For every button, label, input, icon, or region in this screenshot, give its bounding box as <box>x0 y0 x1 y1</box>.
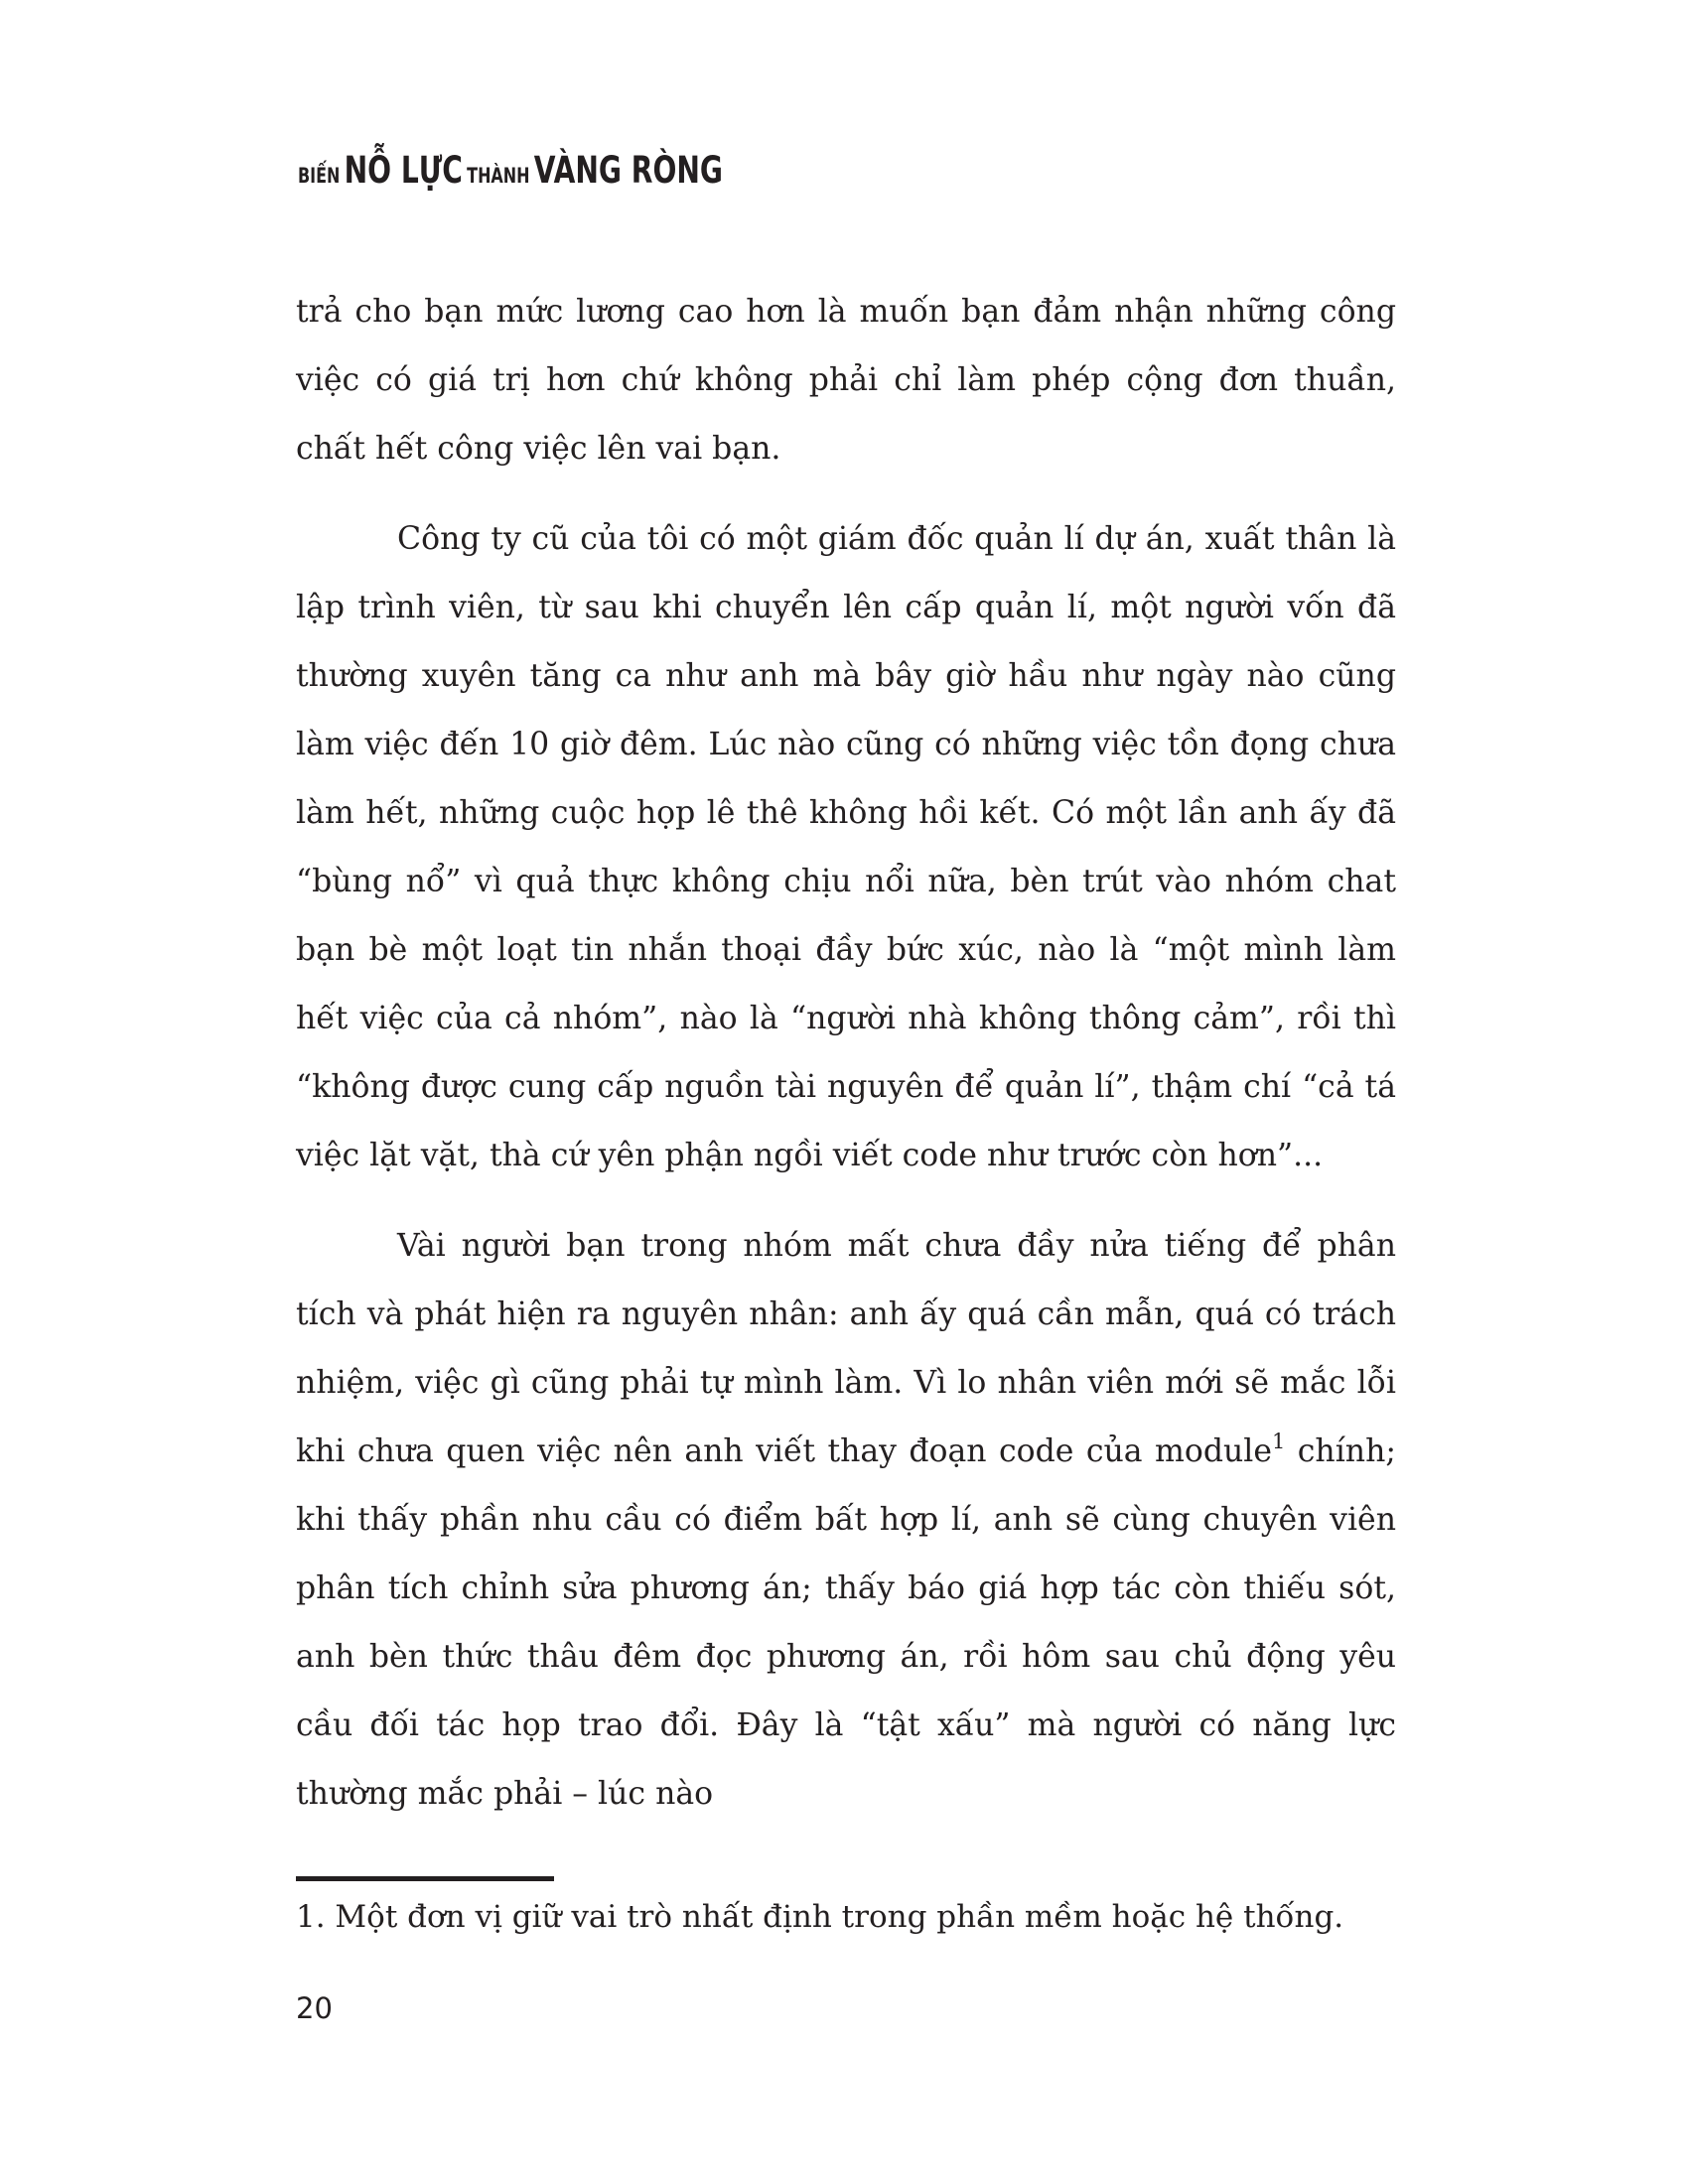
footnote-rule <box>296 1876 554 1881</box>
paragraph-2: Công ty cũ của tôi có một giám đốc quản lí dự án, xuất thân là lập trình viên, từ sau khi chuyển lên cấp quản lí, một người vốn đã thường xuyên tăng ca như anh mà bây giờ hầu như ngày nào cũng làm việc đến 10 giờ đêm. Lúc nào cũng có những việc tồn đọng chưa làm hết, những cuộc họp lê thê không hồi kết. Có một lần anh ấy đã “bùng nổ” vì quả thực không chịu nổi nữa, bèn trút vào nhóm chat bạn bè một loạt tin nhắn thoại đầy bức xúc, nào là “một mình làm hết việc của cả nhóm”, nào là “người nhà không thông cảm”, rồi thì “không được cung cấp nguồn tài nguyên để quản lí”, thậm chí “cả tá việc lặt vặt, thà cứ yên phận ngồi viết code như trước còn hơn”... <box>296 521 1396 1173</box>
paragraph-3-part-1: Vài người bạn trong nhóm mất chưa đầy nửa tiếng để phân tích và phát hiện ra nguyên nhân: anh ấy quá cần mẫn, quá có trách nhiệm, việc gì cũng phải tự mình làm. Vì lo nhân viên mới sẽ mắc lỗi khi chưa quen việc nên anh viết thay đoạn code của module <box>296 1228 1396 1469</box>
footnote-reference: 1 <box>1271 1430 1286 1453</box>
running-head-word-1: BIẾN <box>298 164 341 188</box>
running-head-word-3: THÀNH <box>467 164 530 188</box>
paragraph-1: trả cho bạn mức lương cao hơn là muốn bạn đảm nhận những công việc có giá trị hơn chứ không phải chỉ làm phép cộng đơn thuần, chất hết công việc lên vai bạn. <box>296 294 1396 467</box>
body-text <box>296 278 1396 1829</box>
paragraph-3 <box>296 1212 1396 1829</box>
page-number: 20 <box>296 1991 333 2025</box>
footnote: 1. Một đơn vị giữ vai trò nhất định trong phần mềm hoặc hệ thống. <box>296 1899 1344 1935</box>
running-head-word-4: VÀNG RÒNG <box>533 149 724 192</box>
paragraph-3-part-2: chính; khi thấy phần nhu cầu có điểm bất hợp lí, anh sẽ cùng chuyên viên phân tích chỉnh sửa phương án; thấy báo giá hợp tác còn thiếu sót, anh bèn thức thâu đêm đọc phương án, rồi hôm sau chủ động yêu cầu đối tác họp trao đổi. Đây là “tật xấu” mà người có năng lực thường mắc phải – lúc nào <box>296 1433 1396 1812</box>
running-head <box>298 149 723 192</box>
running-head-word-2: NỖ LỰC <box>344 149 463 192</box>
